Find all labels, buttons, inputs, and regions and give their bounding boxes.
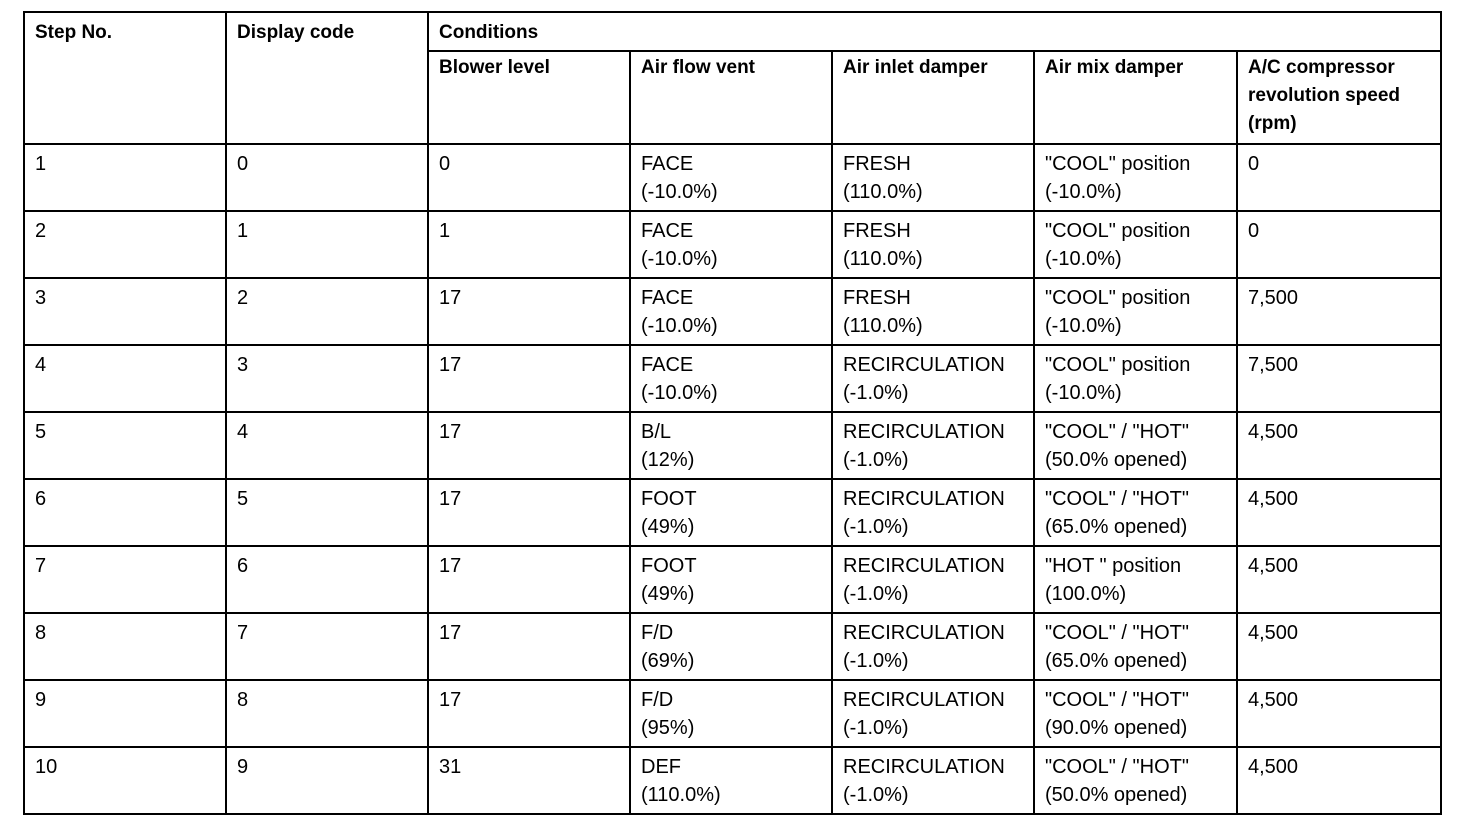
air-mix-damper-cell-line: "COOL" position <box>1045 287 1191 309</box>
air-flow-vent-cell <box>630 747 832 814</box>
air-flow-vent-cell-line: DEF <box>641 756 681 778</box>
header-compressor-speed-line: A/C compressor <box>1248 57 1395 78</box>
air-flow-vent-cell-line: F/D <box>641 689 674 711</box>
air-flow-vent-cell-line: FACE <box>641 153 694 175</box>
step-no-cell: 6 <box>24 479 226 546</box>
air-mix-damper-cell <box>1034 211 1237 278</box>
air-mix-damper-cell <box>1034 144 1237 211</box>
air-flow-vent-cell-line: (110.0%) <box>641 783 721 806</box>
air-inlet-damper-cell <box>832 747 1034 814</box>
header-step-no: Step No. <box>24 12 226 144</box>
header-compressor-speed-line: revolution speed <box>1248 85 1401 106</box>
step-no-cell: 4 <box>24 345 226 412</box>
blower-level-cell: 31 <box>428 747 630 814</box>
compressor-speed-cell: 7,500 <box>1237 345 1441 412</box>
air-flow-vent-cell <box>630 479 832 546</box>
air-mix-damper-cell-line: "COOL" position <box>1045 153 1191 175</box>
step-no-cell: 8 <box>24 613 226 680</box>
air-flow-vent-cell-line: (-10.0%) <box>641 180 718 203</box>
table-row <box>24 278 1441 345</box>
header-air-mix-damper: Air mix damper <box>1034 51 1237 144</box>
step-no-cell: 9 <box>24 680 226 747</box>
display-code-cell: 0 <box>226 144 428 211</box>
air-mix-damper-cell-line: (-10.0%) <box>1045 381 1122 404</box>
table-row <box>24 412 1441 479</box>
display-code-cell: 2 <box>226 278 428 345</box>
air-mix-damper-cell-line: (50.0% opened) <box>1045 783 1188 806</box>
air-inlet-damper-cell-line: (-1.0%) <box>843 582 909 605</box>
display-code-cell: 9 <box>226 747 428 814</box>
air-mix-damper-cell-line: (50.0% opened) <box>1045 448 1188 471</box>
air-inlet-damper-cell-line: (-1.0%) <box>843 515 909 538</box>
header-air-flow-vent: Air flow vent <box>630 51 832 144</box>
compressor-speed-cell: 4,500 <box>1237 412 1441 479</box>
compressor-speed-cell: 4,500 <box>1237 680 1441 747</box>
air-inlet-damper-cell-line: (-1.0%) <box>843 783 909 806</box>
compressor-speed-cell: 4,500 <box>1237 479 1441 546</box>
air-inlet-damper-cell <box>832 479 1034 546</box>
air-mix-damper-cell-line: "COOL" / "HOT" <box>1045 756 1189 778</box>
air-mix-damper-cell-line: (-10.0%) <box>1045 247 1122 270</box>
air-inlet-damper-cell-line: (-1.0%) <box>843 381 909 404</box>
blower-level-cell: 17 <box>428 546 630 613</box>
air-inlet-damper-cell <box>832 278 1034 345</box>
step-no-cell: 5 <box>24 412 226 479</box>
air-flow-vent-cell-line: (-10.0%) <box>641 314 718 337</box>
header-blower-level: Blower level <box>428 51 630 144</box>
air-flow-vent-cell <box>630 278 832 345</box>
air-inlet-damper-cell-line: FRESH <box>843 220 911 242</box>
air-inlet-damper-cell <box>832 345 1034 412</box>
table-row <box>24 680 1441 747</box>
air-flow-vent-cell-line: FOOT <box>641 488 697 510</box>
air-inlet-damper-cell-line: (110.0%) <box>843 314 923 337</box>
compressor-speed-cell: 4,500 <box>1237 546 1441 613</box>
air-mix-damper-cell-line: (100.0%) <box>1045 582 1127 605</box>
blower-level-cell: 0 <box>428 144 630 211</box>
air-flow-vent-cell <box>630 680 832 747</box>
display-code-cell: 1 <box>226 211 428 278</box>
air-mix-damper-cell-line: (65.0% opened) <box>1045 649 1188 672</box>
table-row <box>24 546 1441 613</box>
air-flow-vent-cell-line: (49%) <box>641 582 695 605</box>
air-flow-vent-cell-line: (95%) <box>641 716 695 739</box>
header-compressor-speed <box>1237 51 1441 144</box>
display-code-cell: 8 <box>226 680 428 747</box>
air-flow-vent-cell <box>630 412 832 479</box>
air-mix-damper-cell <box>1034 546 1237 613</box>
air-flow-vent-cell-line: FACE <box>641 287 694 309</box>
compressor-speed-cell: 7,500 <box>1237 278 1441 345</box>
display-code-cell: 3 <box>226 345 428 412</box>
air-flow-vent-cell-line: FACE <box>641 354 694 376</box>
air-mix-damper-cell-line: "COOL" position <box>1045 354 1191 376</box>
air-inlet-damper-cell-line: (-1.0%) <box>843 716 909 739</box>
blower-level-cell: 1 <box>428 211 630 278</box>
air-mix-damper-cell <box>1034 747 1237 814</box>
air-mix-damper-cell <box>1034 479 1237 546</box>
air-flow-vent-cell-line: (12%) <box>641 448 695 471</box>
air-mix-damper-cell <box>1034 412 1237 479</box>
air-inlet-damper-cell-line: RECIRCULATION <box>843 488 1005 510</box>
air-inlet-damper-cell-line: (-1.0%) <box>843 448 909 471</box>
air-mix-damper-cell-line: "COOL" / "HOT" <box>1045 622 1189 644</box>
air-flow-vent-cell <box>630 546 832 613</box>
header-conditions: Conditions <box>428 12 1441 51</box>
air-flow-vent-cell <box>630 345 832 412</box>
air-inlet-damper-cell-line: (110.0%) <box>843 180 923 203</box>
air-flow-vent-cell <box>630 613 832 680</box>
air-mix-damper-cell-line: "COOL" / "HOT" <box>1045 689 1189 711</box>
air-inlet-damper-cell-line: RECIRCULATION <box>843 421 1005 443</box>
air-flow-vent-cell-line: (-10.0%) <box>641 381 718 404</box>
blower-level-cell: 17 <box>428 613 630 680</box>
step-no-cell: 3 <box>24 278 226 345</box>
air-inlet-damper-cell <box>832 211 1034 278</box>
air-inlet-damper-cell-line: (110.0%) <box>843 247 923 270</box>
blower-level-cell: 17 <box>428 680 630 747</box>
blower-level-cell: 17 <box>428 278 630 345</box>
air-mix-damper-cell-line: "HOT " position <box>1045 555 1182 577</box>
air-mix-damper-cell-line: "COOL" / "HOT" <box>1045 488 1189 510</box>
air-flow-vent-cell-line: FACE <box>641 220 694 242</box>
display-code-cell: 4 <box>226 412 428 479</box>
air-mix-damper-cell-line: (-10.0%) <box>1045 314 1122 337</box>
air-flow-vent-cell-line: FOOT <box>641 555 697 577</box>
air-inlet-damper-cell <box>832 613 1034 680</box>
air-inlet-damper-cell-line: RECIRCULATION <box>843 756 1005 778</box>
air-flow-vent-cell-line: (49%) <box>641 515 695 538</box>
air-mix-damper-cell-line: "COOL" position <box>1045 220 1191 242</box>
header-compressor-speed-line: (rpm) <box>1248 113 1297 134</box>
table-row <box>24 144 1441 211</box>
air-inlet-damper-cell-line: RECIRCULATION <box>843 622 1005 644</box>
step-no-cell: 1 <box>24 144 226 211</box>
blower-level-cell: 17 <box>428 412 630 479</box>
air-inlet-damper-cell-line: RECIRCULATION <box>843 555 1005 577</box>
air-flow-vent-cell-line: B/L <box>641 421 672 443</box>
air-mix-damper-cell <box>1034 680 1237 747</box>
air-flow-vent-cell <box>630 211 832 278</box>
air-flow-vent-cell-line: F/D <box>641 622 674 644</box>
compressor-speed-cell: 4,500 <box>1237 747 1441 814</box>
air-inlet-damper-cell <box>832 412 1034 479</box>
air-mix-damper-cell-line: (-10.0%) <box>1045 180 1122 203</box>
blower-level-cell: 17 <box>428 479 630 546</box>
display-code-cell: 7 <box>226 613 428 680</box>
display-code-cell: 5 <box>226 479 428 546</box>
air-inlet-damper-cell-line: RECIRCULATION <box>843 689 1005 711</box>
table-row <box>24 747 1441 814</box>
air-inlet-damper-cell <box>832 144 1034 211</box>
air-mix-damper-cell <box>1034 613 1237 680</box>
table-row <box>24 613 1441 680</box>
air-inlet-damper-cell <box>832 680 1034 747</box>
table-row <box>24 211 1441 278</box>
table-body <box>24 144 1441 814</box>
header-air-inlet-damper: Air inlet damper <box>832 51 1034 144</box>
self-diagnosis-step-table <box>23 11 1442 815</box>
air-mix-damper-cell-line: (90.0% opened) <box>1045 716 1188 739</box>
step-no-cell: 2 <box>24 211 226 278</box>
air-inlet-damper-cell-line: RECIRCULATION <box>843 354 1005 376</box>
air-mix-damper-cell-line: (65.0% opened) <box>1045 515 1188 538</box>
step-no-cell: 7 <box>24 546 226 613</box>
blower-level-cell: 17 <box>428 345 630 412</box>
air-mix-damper-cell-line: "COOL" / "HOT" <box>1045 421 1189 443</box>
air-flow-vent-cell-line: (-10.0%) <box>641 247 718 270</box>
compressor-speed-cell: 4,500 <box>1237 613 1441 680</box>
air-inlet-damper-cell-line: FRESH <box>843 153 911 175</box>
air-inlet-damper-cell <box>832 546 1034 613</box>
display-code-cell: 6 <box>226 546 428 613</box>
air-flow-vent-cell-line: (69%) <box>641 649 695 672</box>
compressor-speed-cell: 0 <box>1237 211 1441 278</box>
table-row <box>24 479 1441 546</box>
table-row <box>24 345 1441 412</box>
air-mix-damper-cell <box>1034 278 1237 345</box>
compressor-speed-cell: 0 <box>1237 144 1441 211</box>
air-mix-damper-cell <box>1034 345 1237 412</box>
air-flow-vent-cell <box>630 144 832 211</box>
air-inlet-damper-cell-line: FRESH <box>843 287 911 309</box>
header-display-code: Display code <box>226 12 428 144</box>
step-no-cell: 10 <box>24 747 226 814</box>
air-inlet-damper-cell-line: (-1.0%) <box>843 649 909 672</box>
